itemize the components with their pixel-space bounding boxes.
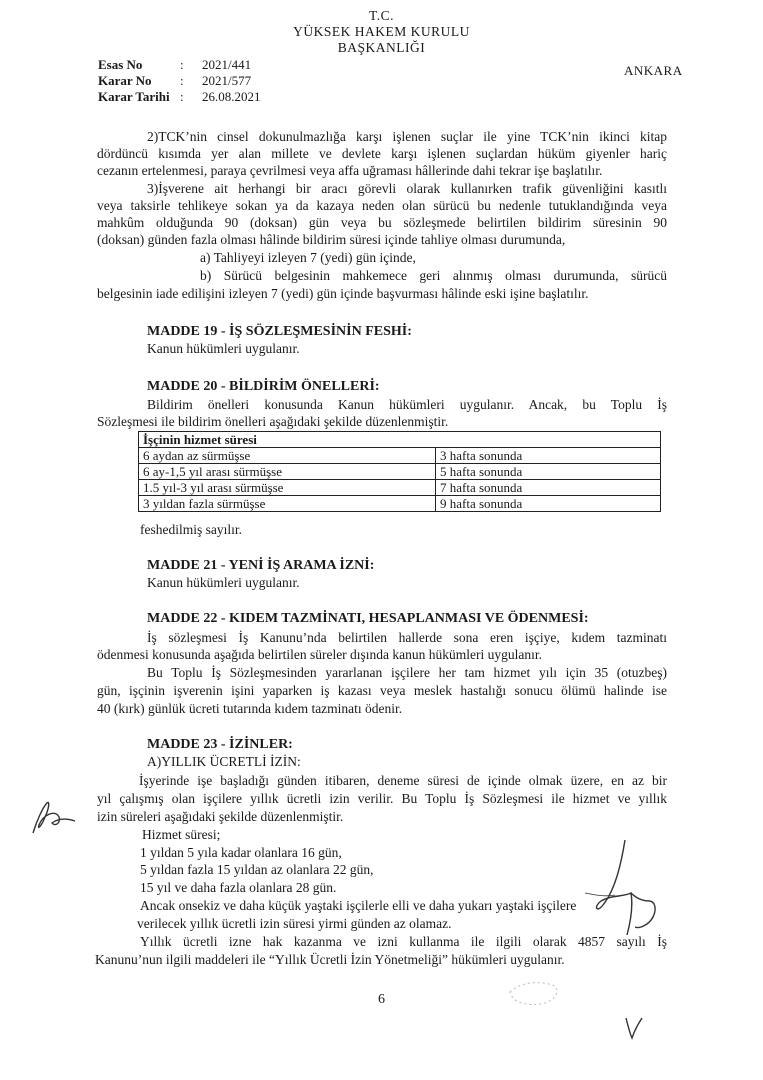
meta-value: 2021/577 (202, 73, 252, 88)
table-header-cell: İşçinin hizmet süresi (139, 432, 661, 448)
madde-20-body-line: Bildirim önelleri konusunda Kanun hükümleri uygulanır. Ancak, bu Toplu İş (147, 397, 667, 412)
madde-20-after: feshedilmiş sayılır. (140, 522, 242, 537)
madde-22-p1-line: İş sözleşmesi İş Kanunu’nda belirtilen hallerde sona eren işçiye, kıdem tazminatı (147, 630, 667, 645)
meta-karar: Karar No : 2021/577 (98, 73, 252, 88)
madde-23-p1-line: izin süreleri aşağıdaki şekilde düzenlenmiştir. (97, 809, 344, 824)
city-label: ANKARA (624, 63, 683, 78)
item-b-line: b) Sürücü belgesinin mahkemece geri alınmış olması durumunda, sürücü (200, 268, 667, 283)
madde-22-p1-line: ödenmesi konusunda aşağıda belirtilen süreler dışında kanun hükümleri uygulanır. (97, 647, 543, 662)
madde-23-p3-line: Kanunu’nun ilgili maddeleri ile “Yıllık Ücretli İzin Yönetmeliği” hükümleri uygulanır. (95, 952, 565, 967)
table-cell-notice: 9 hafta sonunda (436, 496, 661, 512)
item-b-line: belgesinin iade edilişini izleyen 7 (yedi) gün içinde başvurması hâlinde eski işine başlatılır. (97, 286, 589, 301)
meta-label: Esas No (98, 57, 143, 72)
para-3-line: (doksan) günden fazla olması hâlinde bildirim süresi içinde tahliye olması durumunda, (97, 232, 566, 247)
faint-stamp-mark (500, 972, 570, 1012)
table-cell-duration: 1.5 yıl-3 yıl arası sürmüşse (139, 480, 436, 496)
meta-tarih: Karar Tarihi : 26.08.2021 (98, 89, 261, 104)
para-3-line: 3)İşverene ait herhangi bir aracı görevli olarak kullanırken trafik güvenliğini kasıtlı (147, 181, 667, 196)
item-a: a) Tahliyeyi izleyen 7 (yedi) gün içinde, (200, 250, 416, 265)
table-row (139, 480, 661, 496)
madde-23-title: MADDE 23 - İZİNLER: (147, 737, 293, 752)
notice-period-table (138, 431, 661, 512)
madde-20-title: MADDE 20 - BİLDİRİM ÖNELLERİ: (147, 379, 380, 394)
initials-signature-left (25, 795, 85, 840)
table-cell-duration: 3 yıldan fazla sürmüşse (139, 496, 436, 512)
leave-list-item: 1 yıldan 5 yıla kadar olanlara 16 gün, (140, 845, 342, 860)
para-2-line: dördüncü kısımda yer alan millete ve devlete karşı işlenen suçlardan hüküm giyenler hariç (97, 146, 667, 161)
signature-right (575, 835, 665, 945)
madde-19-body: Kanun hükümleri uygulanır. (147, 341, 300, 356)
madde-20-body-line: Sözleşmesi ile bildirim önelleri aşağıdaki şekilde düzenlenmiştir. (97, 414, 449, 429)
table-cell-duration: 6 ay-1,5 yıl arası sürmüşse (139, 464, 436, 480)
table-row (139, 448, 661, 464)
madde-22-p2-line: 40 (kırk) günlük ücreti tutarında kıdem tazminatı ödenir. (97, 701, 403, 716)
header-institution: YÜKSEK HAKEM KURULU (293, 24, 470, 39)
meta-label: Karar Tarihi (98, 89, 170, 104)
madde-23-p2-line: verilecek yıllık ücretli izin süresi yirmi günden az olamaz. (137, 916, 452, 931)
header-presidency: BAŞKANLIĞI (337, 40, 426, 55)
table-header-row (139, 432, 661, 448)
madde-23-p3-line: Yıllık ücretli izne hak kazanma ve izni kullanma ile ilgili olarak 4857 sayılı İş (140, 934, 667, 949)
madde-19-title: MADDE 19 - İŞ SÖZLEŞMESİNİN FESHİ: (147, 324, 412, 339)
meta-value: 26.08.2021 (202, 89, 261, 104)
madde-22-p2-line: gün, işçinin işverenin işini yaparken iş kazası veya meslek hastalığı sonucu ölümü halinde ise (97, 683, 667, 698)
table-row (139, 496, 661, 512)
table-cell-notice: 3 hafta sonunda (436, 448, 661, 464)
para-2-line: 2)TCK’nin cinsel dokunulmazlığa karşı işlenen suçlar ile yine TCK’nin ikinci kitap (147, 129, 667, 144)
meta-value: 2021/441 (202, 57, 252, 72)
table-row (139, 464, 661, 480)
leave-list-item: 5 yıldan fazla 15 yıldan az olanlara 22 gün, (140, 862, 374, 877)
initial-mark-bottom (620, 1012, 650, 1042)
madde-23-subtitle: A)YILLIK ÜCRETLİ İZİN: (147, 754, 301, 769)
meta-esas: Esas No : 2021/441 (98, 57, 252, 72)
para-3-line: mahkûm olduğunda 90 (doksan) gün veya bu sözleşmede belirtilen bildirim süresinin 90 (97, 215, 667, 230)
meta-label: Karar No (98, 73, 152, 88)
para-3-line: veya taksirle tehlikeye sokan ya da kazaya neden olan sürücü bu nedenle tutuklandığında veya (97, 198, 667, 213)
madde-23-p1-line: yıl çalışmış olan işçilere yıllık ücretli izin verilir. Bu Toplu İş Sözleşmesi ile hizmet ve yıllık (97, 791, 667, 806)
madde-22-p2-line: Bu Toplu İş Sözleşmesinden yararlanan işçilere her tam hizmet yılı için 35 (otuzbeş) (147, 665, 667, 680)
madde-23-hizmet: Hizmet süresi; (142, 827, 221, 842)
leave-list-item: 15 yıl ve daha fazla olanlara 28 gün. (140, 880, 337, 895)
para-2-line: cezanın ertelenmesi, paraya çevrilmesi veya affa uğraması hâllerinde dahi tekrar işe başlatılır. (97, 163, 603, 178)
table-cell-notice: 5 hafta sonunda (436, 464, 661, 480)
madde-21-body: Kanun hükümleri uygulanır. (147, 575, 300, 590)
header-tc: T.C. (369, 8, 394, 23)
madde-22-title: MADDE 22 - KIDEM TAZMİNATI, HESAPLANMASI VE ÖDENMESİ: (147, 611, 589, 626)
table-cell-duration: 6 aydan az sürmüşse (139, 448, 436, 464)
madde-21-title: MADDE 21 - YENİ İŞ ARAMA İZNİ: (147, 558, 375, 573)
madde-23-p1-line: İşyerinde işe başladığı günden itibaren, deneme süresi de içinde olmak üzere, en az bir (139, 773, 667, 788)
table-cell-notice: 7 hafta sonunda (436, 480, 661, 496)
madde-23-p2-line: Ancak onsekiz ve daha küçük yaştaki işçilerle elli ve daha yukarı yaştaki işçilere (140, 898, 577, 913)
page-number: 6 (378, 992, 385, 1007)
